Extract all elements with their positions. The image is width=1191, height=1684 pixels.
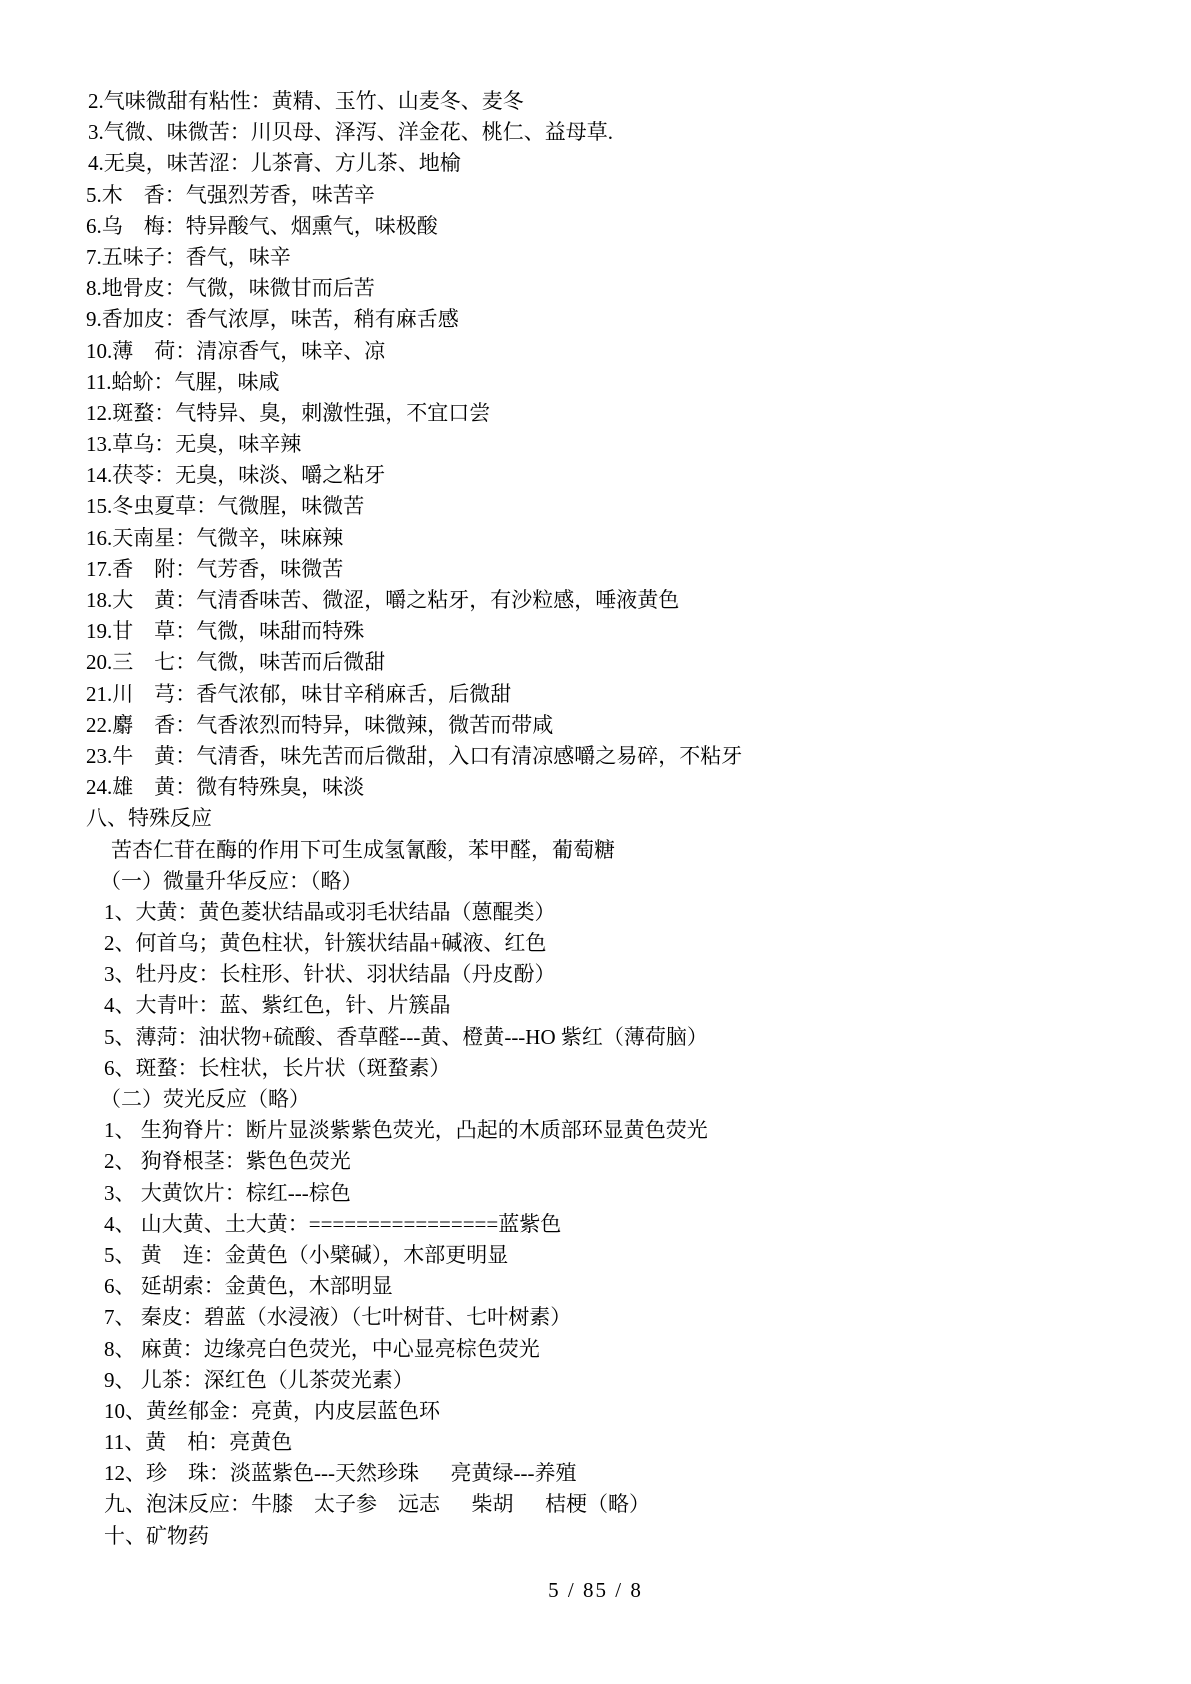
odor-list-item: 10.薄 荷：清凉香气，味辛、凉 (86, 338, 386, 363)
odor-list-item: 24.雄 黄：微有特殊臭，味淡 (86, 775, 365, 800)
sublimation-item: 5、薄菏：油状物+硫酸、香草醛---黄、橙黄---HO 紫红（薄荷脑） (104, 1024, 708, 1049)
odor-list-item: 21.川 芎：香气浓郁，味甘辛稍麻舌，后微甜 (86, 681, 512, 706)
page-number: 5 / 85 / 8 (548, 1578, 643, 1602)
odor-list-item: 6.乌 梅：特异酸气、烟熏气，味极酸 (86, 213, 438, 238)
section-8-special-reactions (0, 803, 1191, 1489)
sublimation-heading: （一）微量升华反应：（略） (100, 868, 363, 893)
document-body (0, 86, 1191, 1552)
section-10-heading: 十、矿物药 (104, 1523, 209, 1548)
sublimation-item: 2、何首乌；黄色柱状，针簇状结晶+碱液、红色 (104, 931, 547, 956)
odor-list-item: 22.麝 香：气香浓烈而特异，味微辣，微苦而带咸 (86, 712, 554, 737)
odor-list-item: 19.甘 草：气微，味甜而特殊 (86, 619, 365, 644)
sublimation-item: 1、大黄：黄色菱状结晶或羽毛状结晶（蒽醌类） (104, 899, 556, 924)
sublimation-subsection (0, 866, 1191, 1084)
odor-list-item: 16.天南星：气微辛，味麻辣 (86, 525, 344, 550)
sublimation-item: 3、牡丹皮：长柱形、针状、羽状结晶（丹皮酚） (104, 962, 556, 987)
odor-list-item: 8.地骨皮：气微，味微甘而后苦 (86, 276, 375, 301)
section-9-heading: 九、泡沫反应：牛膝 太子参 远志 柴胡 桔梗（略） (104, 1492, 650, 1517)
odor-list-item: 18.大 黄：气清香味苦、微涩，嚼之粘牙，有沙粒感，唾液黄色 (86, 588, 680, 612)
odor-list-item: 17.香 附：气芳香，味微苦 (86, 556, 344, 581)
odor-list-item: 14.茯苓：无臭，味淡、嚼之粘牙 (86, 463, 386, 488)
odor-taste-list (0, 86, 1191, 803)
fluorescence-item: 4、 山大黄、土大黄：================蓝紫色 (104, 1211, 562, 1236)
fluorescence-item: 7、 秦皮：碧蓝（水浸液）（七叶树苷、七叶树素） (104, 1305, 572, 1330)
odor-list-item: 20.三 七：气微，味苦而后微甜 (86, 650, 386, 675)
odor-list-item: 15.冬虫夏草：气微腥，味微苦 (86, 494, 365, 519)
odor-list-item: 13.草乌：无臭，味辛辣 (86, 432, 302, 457)
section-8-intro: 苦杏仁苷在酶的作用下可生成氢氰酸，苯甲醛，葡萄糖 (111, 837, 615, 862)
odor-list-item: 5.木 香：气强烈芳香，味苦辛 (86, 182, 375, 207)
fluorescence-item: 10、黄丝郁金：亮黄，内皮层蓝色环 (104, 1398, 440, 1423)
odor-list-item: 3.气微、味微苦：川贝母、泽泻、洋金花、桃仁、益母草. (88, 120, 613, 145)
section-8-heading: 八、特殊反应 (86, 806, 212, 831)
odor-list-item: 7.五味子：香气，味辛 (86, 244, 291, 269)
fluorescence-item: 9、 儿茶：深红色（儿茶荧光素） (104, 1367, 414, 1392)
fluorescence-item: 12、珍 珠：淡蓝紫色---天然珍珠 亮黄绿---养殖 (104, 1461, 577, 1486)
fluorescence-item: 11、黄 柏：亮黄色 (104, 1430, 293, 1455)
fluorescence-subsection (0, 1084, 1191, 1489)
sublimation-item: 4、大青叶：蓝、紫红色，针、片簇晶 (104, 993, 451, 1018)
odor-list-item: 12.斑蝥：气特异、臭，刺激性强，不宜口尝 (86, 400, 491, 425)
fluorescence-item: 3、 大黄饮片：棕红---棕色 (104, 1180, 351, 1205)
odor-list-item: 2.气味微甜有粘性：黄精、玉竹、山麦冬、麦冬 (88, 89, 524, 113)
fluorescence-item: 6、 延胡索：金黄色，木部明显 (104, 1274, 393, 1299)
fluorescence-item: 1、 生狗脊片：断片显淡紫紫色荧光，凸起的木质部环显黄色荧光 (104, 1118, 708, 1143)
odor-list-item: 11.蛤蚧：气腥，味咸 (86, 369, 280, 394)
fluorescence-item: 5、 黄 连：金黄色（小檗碱），木部更明显 (104, 1242, 509, 1267)
fluorescence-item: 8、 麻黄：边缘亮白色荧光，中心显亮棕色荧光 (104, 1336, 540, 1361)
fluorescence-heading: （二）荧光反应（略） (100, 1087, 310, 1111)
sublimation-item: 6、斑蝥：长柱状，长片状（斑蝥素） (104, 1055, 451, 1080)
fluorescence-item: 2、 狗脊根茎：紫色色荧光 (104, 1149, 351, 1174)
odor-list-item: 9.香加皮：香气浓厚，味苦，稍有麻舌感 (86, 307, 459, 332)
odor-list-item: 23.牛 黄：气清香，味先苦而后微甜，入口有清凉感嚼之易碎，不粘牙 (86, 743, 743, 768)
odor-list-item: 4.无臭，味苦涩：儿茶膏、方儿茶、地榆 (88, 151, 461, 176)
